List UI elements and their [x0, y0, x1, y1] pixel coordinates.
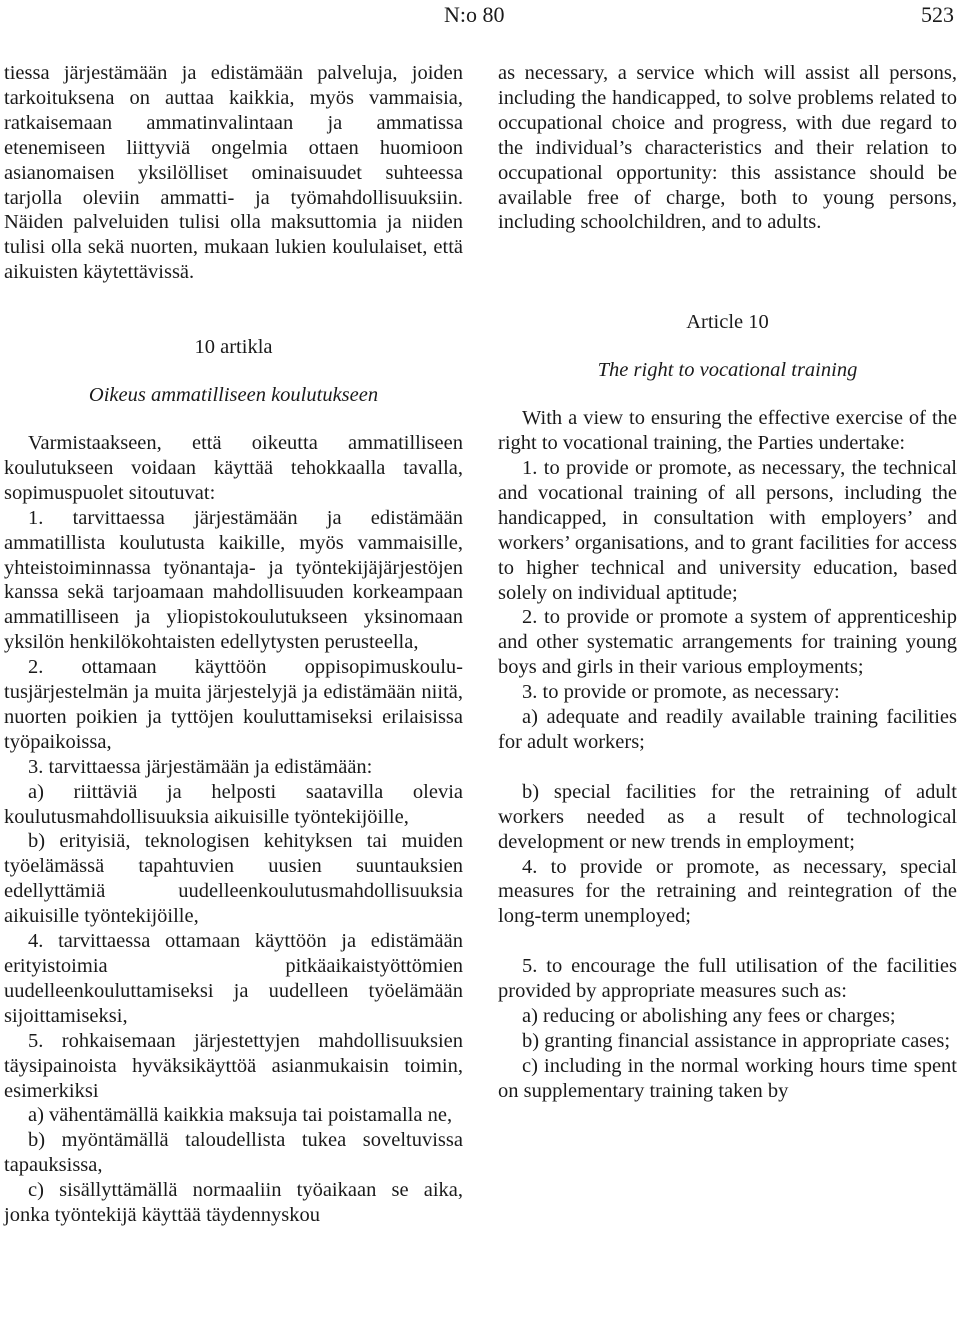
fi-article-title: Oikeus ammatilliseen koulutukseen: [88, 384, 379, 407]
fi-item-4: 4. tarvittaessa ottamaan käyttöön ja edistämään erityistoimia pitkäaikaistyöttömien uudelleenkouluttamiseksi ja uudelleen työelämään sijoittamiseksi,: [4, 930, 463, 1027]
page-number: 523: [921, 2, 954, 27]
en-item-4: 4. to provide or promote, as necessary, special measures for the retraining and reintegration of the long-term unemployed;: [498, 855, 957, 928]
en-lead-paragraph: With a view to ensuring the effective exercise of the right to vocational training, the Parties undertake:: [498, 407, 957, 455]
fi-item-2: 2. ottamaan käyttöön oppisopimuskoulutusjärjestelmän ja muita järjestelyjä ja edistämään niitä, nuorten poikien ja tyttöjen kouluttamiseksi erilaisissa työpaikoissa,: [4, 656, 463, 753]
en-item-5c: c) including in the normal working hours time spent on supplementary training taken by: [498, 1054, 957, 1102]
en-item-3: 3. to provide or promote, as necessary:: [522, 681, 840, 704]
fi-item-5: 5. rohkaisemaan järjestettyjen mahdollisuuksien täysipainoista hyväksikäyttöä asianmukaisin toimin, esimerkiksi: [4, 1029, 463, 1102]
english-column: [498, 61, 957, 1104]
fi-item-5c: c) sisällyttämällä normaaliin työaikaan se aika, jonka työntekijä käyttää täydennyskou: [4, 1179, 463, 1227]
fi-item-1: 1. tarvittaessa järjestämään ja edistämään ammatillista koulutusta kaikille, myös vammaisille, yhteistoiminnassa työnantaja- ja työntekijäjärjestöjen kanssa sekä tarjoamaan mahdollisuuden korkeampaan ammatilliseen ja yliopistokoulutukseen yksinomaan yksilön henkilökohtaisten edellytysten perusteella,: [4, 506, 463, 654]
en-item-3b: b) special facilities for the retraining of adult workers needed as a result of technological development or new trends in employment;: [498, 780, 957, 853]
en-intro-paragraph: as necessary, a service which will assist all persons, including the handicapped, to solve problems related to occupational choice and progress, with due regard to the individual’s characteristics and their relation to occupational opportunity: this assistance should be available free of charge, both to young persons, including schoolchildren, and to adults.: [498, 62, 957, 234]
fi-item-3a: a) riittäviä ja helposti saatavilla olevia koulutusmahdollisuuksia aikuisille työntekijöille,: [4, 780, 463, 828]
finnish-column: [4, 61, 463, 1228]
en-item-1: 1. to provide or promote, as necessary, the technical and vocational training of all persons, including the handicapped, in consultation with employers’ and workers’ organisations, and to grant facilities for access to higher technical and university education, based solely on individual aptitude;: [498, 456, 957, 604]
fi-intro-paragraph: tiessa järjestämään ja edistämään palveluja, joiden tarkoituksena on auttaa kaikkia, myös vammaisia, ratkaisemaan ammatinvalintaan ja ammatissa etenemiseen liittyviä ongelmia ottaen huomioon asianomaisen yksilölliset ominaisuudet suhteessa tarjolla oleviin ammatti- ja työmahdollisuuksiin. Näiden palveluiden tulisi olla maksuttomia ja niiden tulisi olla sekä nuorten, mukaan lukien koululaiset, että aikuisten käytettävissä.: [4, 62, 463, 284]
fi-article-number: 10 artikla: [194, 336, 273, 359]
en-item-2: 2. to provide or promote a system of apprenticeship and other systematic arrangements for training young boys and girls in their various employments;: [498, 606, 957, 679]
fi-item-3b: b) erityisiä, teknologisen kehityksen tai muiden työelämässä tapahtuvien uusien suuntauksien edellyttämiä uudelleenkoulutusmahdollisuuksia aikuisille työntekijöille,: [4, 830, 463, 928]
en-article-title: The right to vocational training: [597, 359, 858, 382]
document-number: N:o 80: [444, 2, 505, 27]
en-item-5: 5. to encourage the full utilisation of the facilities provided by appropriate measures such as:: [498, 955, 957, 1003]
fi-item-5a: a) vähentämällä kaikkia maksuja tai poistamalla ne,: [28, 1104, 453, 1127]
fi-item-5b: b) myöntämällä taloudellista tukea soveltuvissa tapauksissa,: [4, 1129, 463, 1177]
fi-lead-paragraph: Varmistaakseen, että oikeutta ammatilliseen koulutukseen voidaan käyttää tehokkaalla tavalla, sopimuspuolet sitoutuvat:: [4, 431, 463, 504]
en-article-number: Article 10: [686, 311, 769, 334]
en-item-5b: b) granting financial assistance in appropriate cases;: [522, 1030, 951, 1052]
en-item-3a: a) adequate and readily available training facilities for adult workers;: [498, 706, 957, 753]
en-item-5a: a) reducing or abolishing any fees or charges;: [522, 1005, 896, 1028]
fi-item-3: 3. tarvittaessa järjestämään ja edistämään:: [28, 755, 373, 778]
